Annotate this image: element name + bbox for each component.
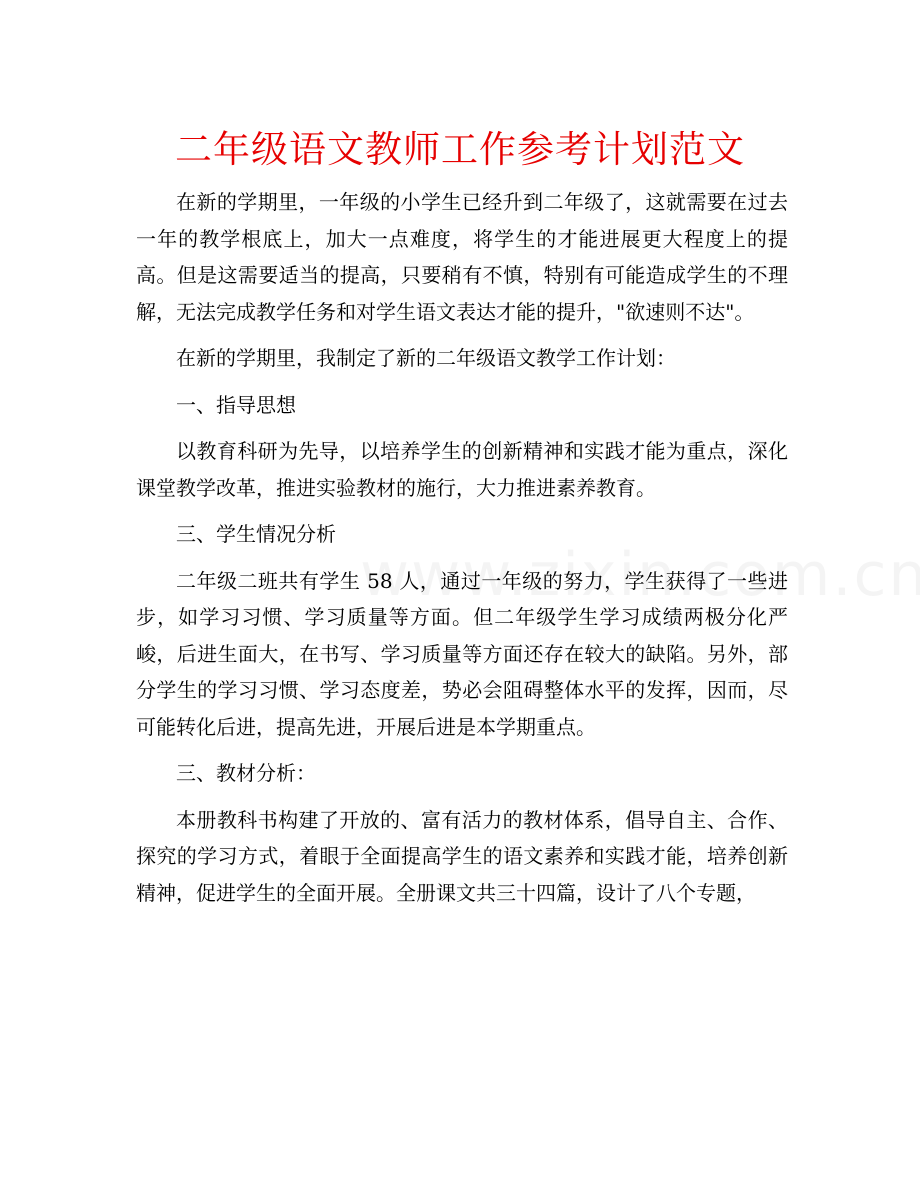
paragraph-textbook-analysis: 本册教科书构建了开放的、富有活力的教材体系，倡导自主、合作、探究的学习方式，着眼于全面提高学生的语文素养和实践才能，培养创新精神，促进学生的全面开展。全册课文共三十四篇，设计了八个专题， (136, 807, 788, 905)
paragraph-guiding-ideology: 以教育科研为先导，以培养学生的创新精神和实践才能为重点，深化课堂教学改革，推进实验教材的施行，大力推进素养教育。 (136, 439, 788, 500)
section-heading-guiding-ideology: 一、指导思想 (176, 392, 296, 417)
document-body (136, 184, 788, 921)
section-heading-textbook-analysis: 三、教材分析： (176, 761, 316, 785)
paragraph-intro: 在新的学期里，一年级的小学生已经升到二年级了，这就需要在过去一年的教学根底上，加大一点难度，将学生的才能进展更大程度上的提高。但是这需要适当的提高，只要稍有不慎，特别有可能造成学生的不理解，无法完成教学任务和对学生语文表达才能的提升，"欲速则不达"。 (136, 190, 788, 324)
section-heading-student-analysis: 三、学生情况分析 (176, 522, 336, 546)
document-title: 二年级语文教师工作参考计划范文 (175, 128, 745, 171)
paragraph-student-analysis: 二年级二班共有学生 58 人，通过一年级的努力，学生获得了一些进步，如学习习惯、学习质量等方面。但二年级学生学习成绩两极分化严峻，后进生面大，在书写、学习质量等方面还存在较大的缺陷。另外，部分学生的学习习惯、学习态度差，势必会阻碍整体水平的发挥，因而，尽可能转化后进，提高先进，开展后进是本学期重点。 (136, 568, 788, 739)
paragraph-plan-intro: 在新的学期里，我制定了新的二年级语文教学工作计划： (176, 346, 676, 370)
